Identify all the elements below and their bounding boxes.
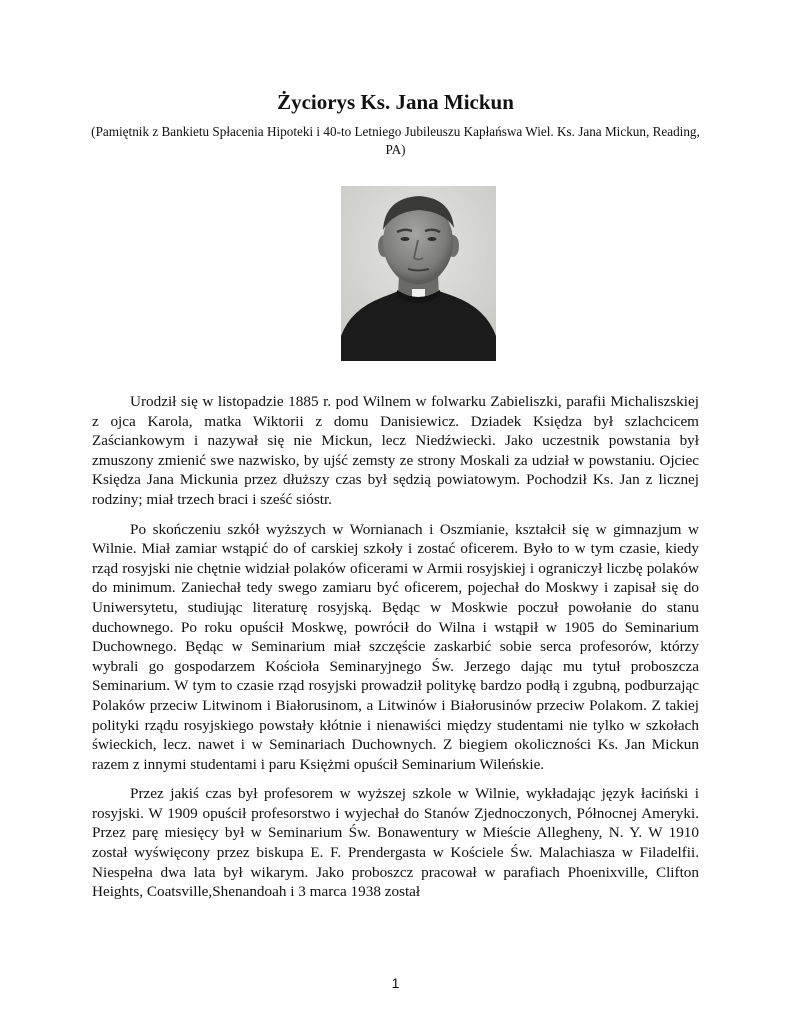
paragraph: Po skończeniu szkół wyższych w Wornianach i Oszmianie, kształcił się w gimnazjum w Wilnie. Miał zamiar wstąpić do of carskiej szkoły i zostać oficerem. Było to w tym czasie, kiedy rząd rosyjski nie chętnie widział polaków oficerami w Armii rosyjskiej i ograniczył liczbę polaków do minimum. Zaniechał tedy swego zamiaru być oficerem, pojechał do Moskwy i zapisał się do Uniwersytetu, studiując literaturę rosyjską. Będąc w Moskwie poczuł powołanie do stanu duchownego. Po roku opuścił Moskwę, powrócił do Wilna i wstąpił w 1905 do Seminarium Duchownego. Będąc w Seminarium miał szczęście zaskarbić sobie serca profesorów, którzy wybrali go gospodarzem Kościoła Seminaryjnego Św. Jerzego dając mu tytuł proboszcza Seminarium. W tym to czasie rząd rosyjski prowadził politykę bardzo podłą i zgubną, podburzając Polaków przeciw Litwinom i Białorusinom, a Litwinów i Białorusinów przeciw Polakom. Z takiej polityki rządu rosyjskiego powstały kłótnie i nienawiści między studentami nie tylko w szkołach świeckich, lecz. nawet i w Seminariach Duchownych. Z biegiem okoliczności Ks. Jan Mickun razem z innymi studentami i paru Księżmi opuścił Seminarium Wileńskie. bbox=[92, 520, 699, 773]
paragraph: Urodził się w listopadzie 1885 r. pod Wilnem w folwarku Zabieliszki, parafii Michaliszskiej z ojca Karola, matka Wiktorii z domu Danisiewicz. Dziadek Księdza był szlachcicem Zaściankowym i nazywał się nie Mickun, lecz Niedźwiecki. Jako uczestnik powstania był zmuszony zmienić swe nazwisko, by ujść zemsty ze strony Moskali za udział w powstaniu. Ojciec Księdza Jana Mickunia przez dłuższy czas był sędzią powiatowym. Pochodził Ks. Jan z licznej rodziny; miał trzech braci i sześć sióstr. bbox=[92, 393, 699, 508]
page-subtitle: (Pamiętnik z Bankietu Spłacenia Hipoteki i 40-to Letniego Jubileuszu Kapłańswa Wiel. Ks. Jana Mickun, Reading, PA) bbox=[91, 124, 700, 157]
portrait-photo-priest-icon bbox=[341, 186, 496, 361]
page-number: 1 bbox=[391, 975, 400, 991]
portrait-photo bbox=[341, 186, 496, 361]
paragraph: Przez jakiś czas był profesorem w wyższej szkole w Wilnie, wykładając język łaciński i rosyjski. W 1909 opuścił profesorstwo i wyjechał do Stanów Zjednoczonych, Północnej Ameryki. Przez parę miesięcy był w Seminarium Św. Bonawentury w Mieście Allegheny, N. Y. W 1910 został wyświęcony przez biskupa E. F. Prendergasta w Kościele Św. Malachiasza w Filadelfii. Niespełna dwa lata był wikarym. Jako proboszcz pracował w parafiach Phoenixville, Clifton Heights, Coatsville,Shenandoah i 3 marca 1938 został bbox=[92, 785, 699, 901]
page-title: Życiorys Ks. Jana Mickun bbox=[277, 90, 514, 114]
biography-text bbox=[92, 392, 699, 912]
